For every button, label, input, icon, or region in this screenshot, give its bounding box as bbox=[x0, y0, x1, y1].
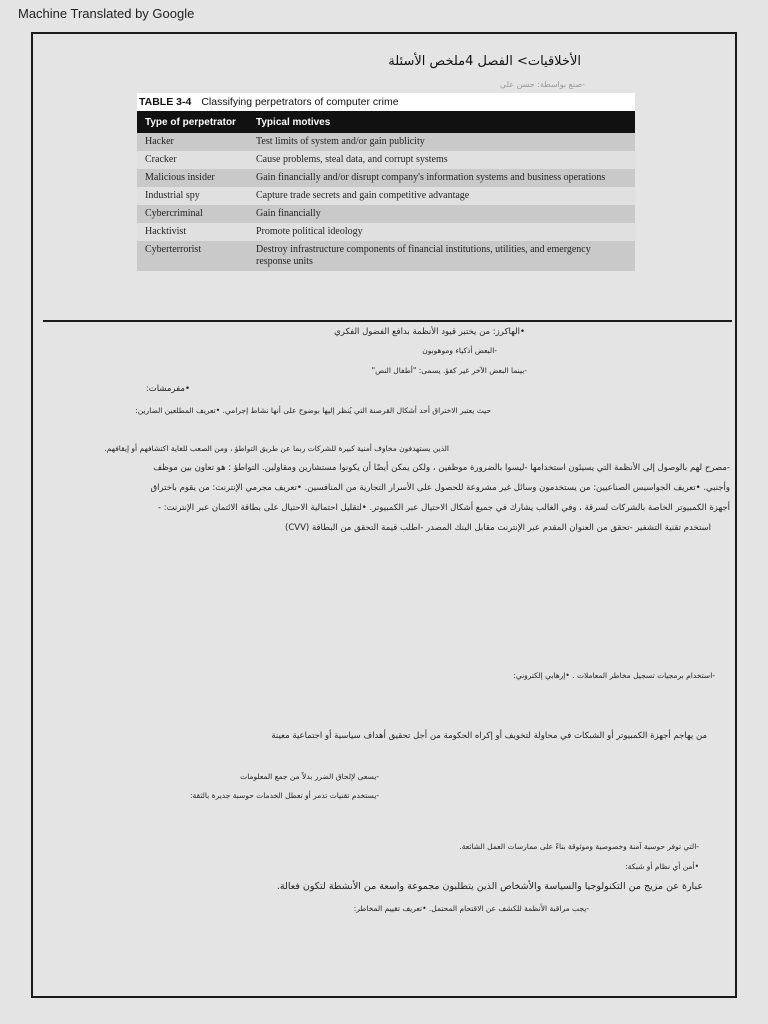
perpetrator-cell: Cracker bbox=[137, 151, 248, 169]
text-line: •أمن أي نظام أو شبكة: bbox=[625, 862, 699, 871]
table-row bbox=[137, 169, 635, 187]
text-line: حيث يعتبر الاختراق أحد أشكال القرصنة التي يُنظر إليها بوضوح على أنها نشاط إجرامي. •تعريف المطلعين الضارين: bbox=[135, 406, 491, 415]
perpetrator-cell: Cyberterrorist bbox=[137, 241, 248, 271]
text-line: عبارة عن مزيج من التكنولوجيا والسياسة والأشخاص الذين يتطلبون مجموعة واسعة من الأنشطة لتكون فعالة. bbox=[276, 881, 703, 892]
table-row bbox=[137, 223, 635, 241]
text-line: أجهزة الكمبيوتر الخاصة بالشركات لسرقة ، وفي الغالب يشارك في جميع أشكال الاحتيال عبر الكمبيوتر. •لتقليل احتمالية الاحتيال على بطاقة الائتمان عبر الإنترنت: - bbox=[157, 503, 730, 513]
text-line: -التي توفر حوسبة آمنة وخصوصية وموثوقة بناءً على ممارسات العمل الشائعة. bbox=[459, 842, 699, 851]
motive-cell: Cause problems, steal data, and corrupt systems bbox=[248, 151, 635, 169]
text-line: وأجنبي. •تعريف الجواسيس الصناعيين: من يستخدمون وسائل غير مشروعة للحصول على الأسرار التجارية من المنافسين. •تعريف مجرمي الإنترنت: من يقوم باختراق bbox=[150, 483, 730, 493]
motive-cell: Gain financially bbox=[248, 205, 635, 223]
text-line: •الهاكرز: من يختبر قيود الأنظمة بدافع الفضول الفكري bbox=[334, 327, 525, 337]
text-line: -استخدام برمجيات تسجيل مخاطر المعاملات . •إرهابي إلكتروني: bbox=[513, 671, 715, 680]
perpetrator-cell: Malicious insider bbox=[137, 169, 248, 187]
motive-cell: Test limits of system and/or gain publicity bbox=[248, 133, 635, 151]
table-row bbox=[137, 205, 635, 223]
column-header: Type of perpetrator bbox=[137, 111, 248, 133]
text-line: الذين يستهدفون مخاوف أمنية كبيرة للشركات ربما عن طريق التواطؤ ، ومن الصعب للغاية اكتشافهم أو إيقافهم. bbox=[104, 444, 449, 453]
motive-cell: Promote political ideology bbox=[248, 223, 635, 241]
perpetrators-table-figure bbox=[137, 93, 635, 271]
text-line: -يستخدم تقنيات تدمر أو تعطل الخدمات حوسبة جديرة بالثقة: bbox=[190, 791, 379, 800]
text-line: -بينما البعض الآخر غير كفؤ. يسمى: "أطفال النص" bbox=[371, 366, 527, 375]
table-header-row bbox=[137, 111, 635, 133]
motive-cell: Capture trade secrets and gain competitive advantage bbox=[248, 187, 635, 205]
perpetrator-cell: Hacker bbox=[137, 133, 248, 151]
text-line: -يسعى لإلحاق الضرر بدلاً من جمع المعلومات bbox=[240, 772, 379, 781]
motive-cell: Destroy infrastructure components of financial institutions, utilities, and emergency response units bbox=[248, 241, 635, 271]
table-number: TABLE 3-4 bbox=[139, 96, 192, 108]
section-divider bbox=[43, 320, 732, 322]
table-row bbox=[137, 241, 635, 271]
column-header: Typical motives bbox=[248, 111, 635, 133]
perpetrator-cell: Industrial spy bbox=[137, 187, 248, 205]
author-byline: -صنع بواسطة: حسن علي bbox=[499, 80, 585, 89]
table-caption bbox=[137, 93, 635, 111]
perpetrator-cell: Hacktivist bbox=[137, 223, 248, 241]
table-row bbox=[137, 133, 635, 151]
text-line: -مصرح لهم بالوصول إلى الأنظمة التي يسيئون استخدامها -ليسوا بالضرورة موظفين ، ولكن يمكن أيضًا أن يكونوا مستشارين ومقاولين. التواطؤ : هو تعاون بين موظف bbox=[153, 463, 730, 473]
document-page bbox=[31, 32, 737, 998]
text-line: -البعض أذكياء وموهوبون bbox=[422, 346, 497, 355]
table-row bbox=[137, 187, 635, 205]
table-row bbox=[137, 151, 635, 169]
page-title: الأخلاقيات> الفصل 4ملخص الأسئلة bbox=[388, 54, 581, 69]
perpetrators-table bbox=[137, 111, 635, 271]
table-caption-text: Classifying perpetrators of computer crime bbox=[201, 96, 399, 108]
text-line: استخدم تقنية التشفير -تحقق من العنوان المقدم عبر الإنترنت مقابل البنك المصدر -اطلب قيمة التحقق من البطاقة (CVV) bbox=[285, 523, 711, 533]
text-line: من يهاجم أجهزة الكمبيوتر أو الشبكات في محاولة لتخويف أو إكراه الحكومة من أجل تحقيق أهداف سياسية أو اجتماعية معينة bbox=[271, 731, 707, 741]
text-line: -يجب مراقبة الأنظمة للكشف عن الاقتحام المحتمل. •تعريف تقييم المخاطر: bbox=[353, 904, 589, 913]
motive-cell: Gain financially and/or disrupt company's information systems and business operations bbox=[248, 169, 635, 187]
perpetrator-cell: Cybercriminal bbox=[137, 205, 248, 223]
text-line: •مفرمشات: bbox=[145, 384, 190, 394]
machine-translated-label: Machine Translated by Google bbox=[18, 6, 195, 21]
